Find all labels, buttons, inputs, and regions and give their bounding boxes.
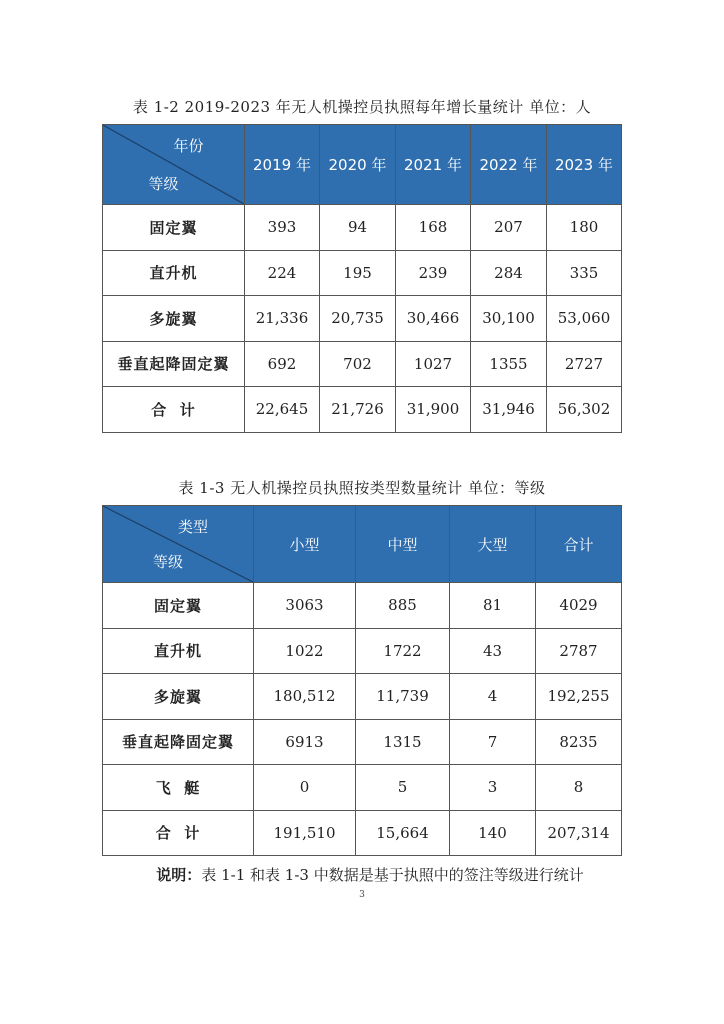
note-text: 表 1-1 和表 1-3 中数据是基于执照中的签注等级进行统计 bbox=[201, 866, 584, 884]
table-cell: 15,664 bbox=[356, 810, 450, 856]
table2-col-header: 小型 bbox=[254, 506, 356, 583]
table-cell: 31,946 bbox=[471, 387, 547, 433]
table-cell: 1027 bbox=[396, 341, 471, 387]
table1-corner-top: 年份 bbox=[173, 137, 204, 155]
table-row bbox=[103, 341, 622, 387]
table-cell: 4029 bbox=[536, 583, 622, 629]
table1-col-header: 2019 年 bbox=[245, 125, 320, 205]
license-growth-table bbox=[102, 124, 622, 433]
table-row bbox=[103, 583, 622, 629]
table-cell: 43 bbox=[450, 628, 536, 674]
table-cell: 21,336 bbox=[245, 296, 320, 342]
row-label: 飞 艇 bbox=[103, 765, 254, 811]
table2-col-header: 合计 bbox=[536, 506, 622, 583]
table-cell: 3063 bbox=[254, 583, 356, 629]
table-cell: 1315 bbox=[356, 719, 450, 765]
table-row bbox=[103, 250, 622, 296]
table-cell: 7 bbox=[450, 719, 536, 765]
table-cell: 207 bbox=[471, 205, 547, 251]
table2-corner-bottom: 等级 bbox=[152, 553, 183, 571]
table-cell: 30,466 bbox=[396, 296, 471, 342]
table-cell: 3 bbox=[450, 765, 536, 811]
table-cell: 207,314 bbox=[536, 810, 622, 856]
table-cell: 393 bbox=[245, 205, 320, 251]
table-note bbox=[0, 864, 724, 885]
table1-col-header: 2021 年 bbox=[396, 125, 471, 205]
table-row bbox=[103, 205, 622, 251]
table-cell: 5 bbox=[356, 765, 450, 811]
table-cell: 284 bbox=[471, 250, 547, 296]
table-cell: 2787 bbox=[536, 628, 622, 674]
table1-corner-header bbox=[103, 125, 245, 205]
table1-corner-bottom: 等级 bbox=[148, 175, 179, 193]
table-cell: 180 bbox=[547, 205, 622, 251]
row-label: 直升机 bbox=[103, 628, 254, 674]
row-label: 多旋翼 bbox=[103, 674, 254, 720]
table-cell: 81 bbox=[450, 583, 536, 629]
table-cell: 1722 bbox=[356, 628, 450, 674]
table-cell: 56,302 bbox=[547, 387, 622, 433]
row-label: 合 计 bbox=[103, 387, 245, 433]
table1-header-row bbox=[103, 125, 622, 205]
table-cell: 30,100 bbox=[471, 296, 547, 342]
table1-caption: 表 1-2 2019-2023 年无人机操控员执照每年增长量统计 单位：人 bbox=[132, 98, 592, 116]
table2-corner-top: 类型 bbox=[177, 518, 208, 536]
table-cell: 53,060 bbox=[547, 296, 622, 342]
table-row bbox=[103, 387, 622, 433]
table-cell: 335 bbox=[547, 250, 622, 296]
table-cell: 191,510 bbox=[254, 810, 356, 856]
table-cell: 180,512 bbox=[254, 674, 356, 720]
table-cell: 702 bbox=[320, 341, 396, 387]
table-cell: 11,739 bbox=[356, 674, 450, 720]
row-label: 多旋翼 bbox=[103, 296, 245, 342]
table-cell: 692 bbox=[245, 341, 320, 387]
table-cell: 94 bbox=[320, 205, 396, 251]
table-cell: 168 bbox=[396, 205, 471, 251]
table-cell: 2727 bbox=[547, 341, 622, 387]
table-cell: 20,735 bbox=[320, 296, 396, 342]
table2-corner-header bbox=[103, 506, 254, 583]
table-cell: 0 bbox=[254, 765, 356, 811]
table-cell: 31,900 bbox=[396, 387, 471, 433]
table-cell: 140 bbox=[450, 810, 536, 856]
table2-caption: 表 1-3 无人机操控员执照按类型数量统计 单位：等级 bbox=[178, 479, 546, 497]
table-cell: 8 bbox=[536, 765, 622, 811]
table-row bbox=[103, 674, 622, 720]
table-row bbox=[103, 810, 622, 856]
table1-col-header: 2020 年 bbox=[320, 125, 396, 205]
table-cell: 6913 bbox=[254, 719, 356, 765]
table-row bbox=[103, 765, 622, 811]
table-cell: 1022 bbox=[254, 628, 356, 674]
row-label: 垂直起降固定翼 bbox=[103, 341, 245, 387]
row-label: 合 计 bbox=[103, 810, 254, 856]
table-cell: 885 bbox=[356, 583, 450, 629]
table-cell: 195 bbox=[320, 250, 396, 296]
table-cell: 239 bbox=[396, 250, 471, 296]
table-cell: 224 bbox=[245, 250, 320, 296]
page-number: 3 bbox=[359, 890, 365, 900]
table-row bbox=[103, 719, 622, 765]
table2-col-header: 中型 bbox=[356, 506, 450, 583]
row-label: 直升机 bbox=[103, 250, 245, 296]
license-type-table bbox=[102, 505, 622, 856]
row-label: 固定翼 bbox=[103, 583, 254, 629]
table2-col-header: 大型 bbox=[450, 506, 536, 583]
table-cell: 192,255 bbox=[536, 674, 622, 720]
table-cell: 21,726 bbox=[320, 387, 396, 433]
note-label: 说明： bbox=[156, 866, 202, 884]
table-cell: 4 bbox=[450, 674, 536, 720]
table-cell: 8235 bbox=[536, 719, 622, 765]
table-row bbox=[103, 628, 622, 674]
table-cell: 22,645 bbox=[245, 387, 320, 433]
table1-col-header: 2023 年 bbox=[547, 125, 622, 205]
table-row bbox=[103, 296, 622, 342]
table-cell: 1355 bbox=[471, 341, 547, 387]
table1-col-header: 2022 年 bbox=[471, 125, 547, 205]
row-label: 固定翼 bbox=[103, 205, 245, 251]
table2-header-row bbox=[103, 506, 622, 583]
row-label: 垂直起降固定翼 bbox=[103, 719, 254, 765]
